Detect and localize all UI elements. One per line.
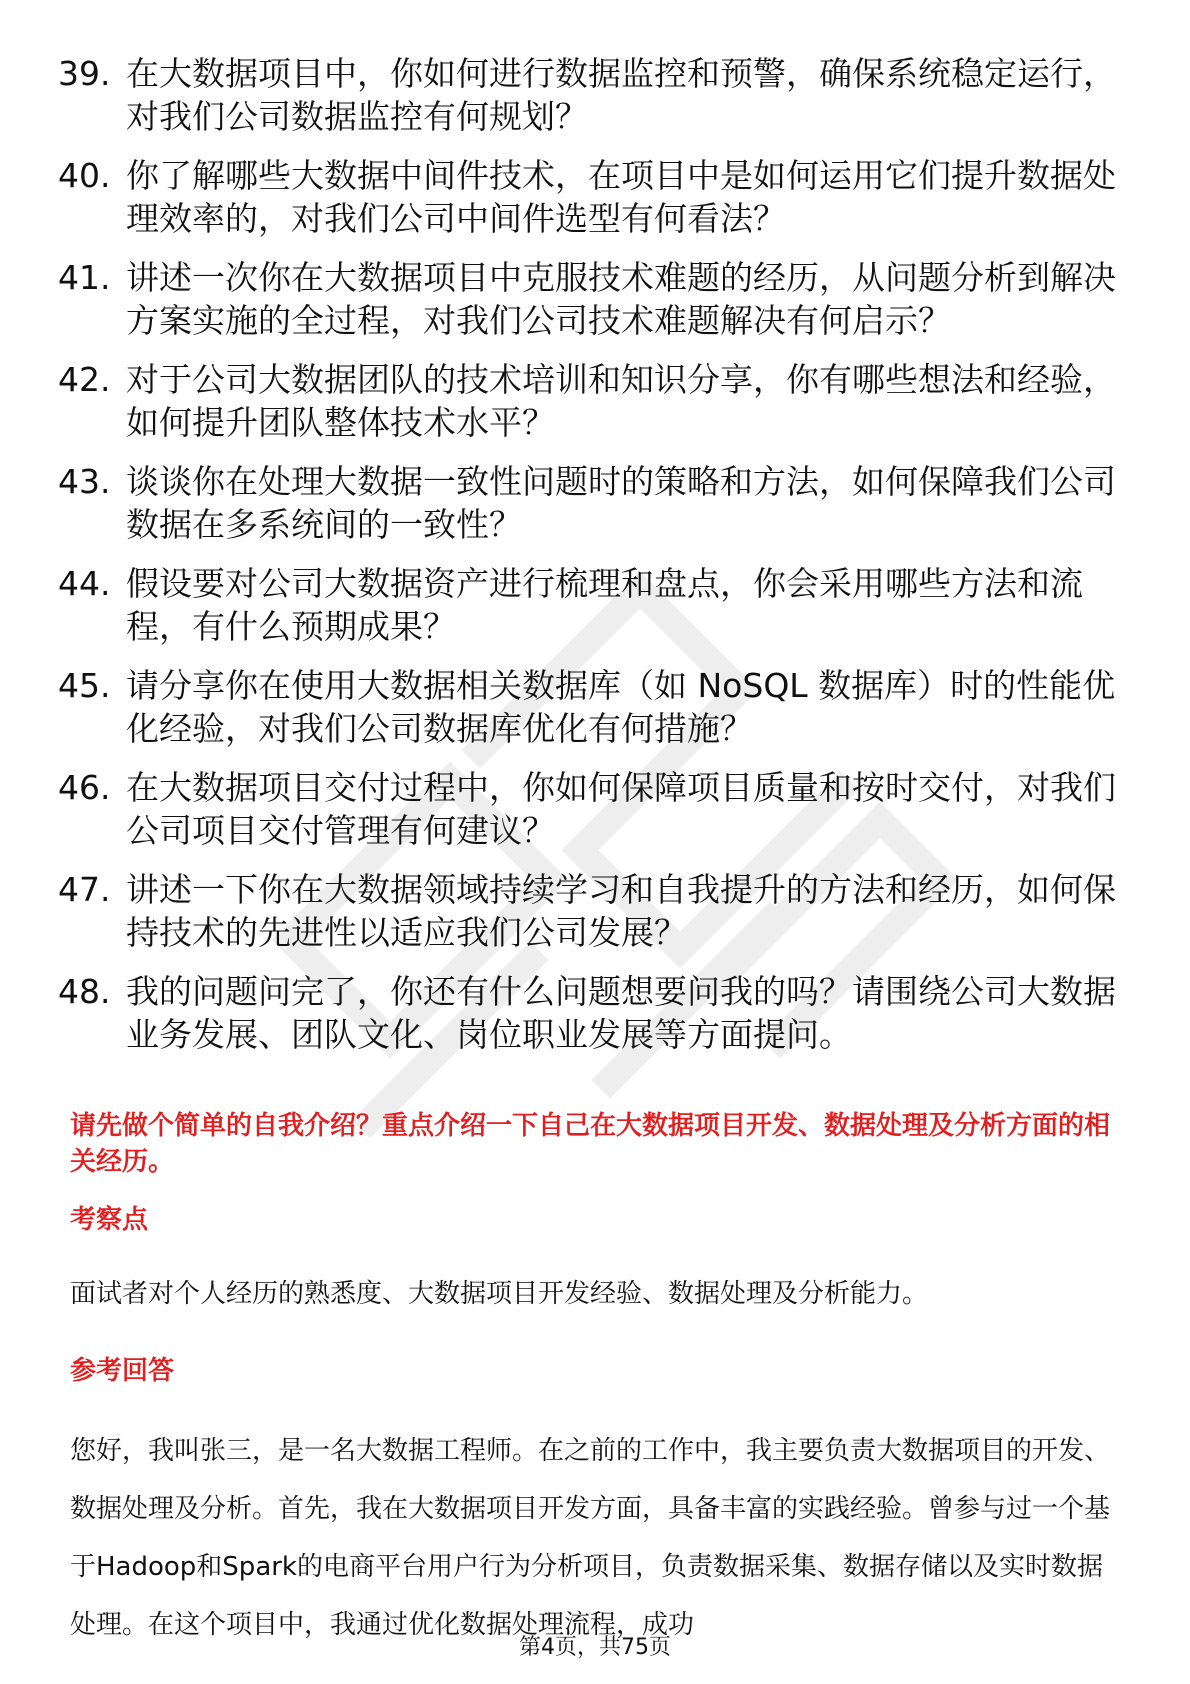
question-text: 请分享你在使用大数据相关数据库（如 NoSQL 数据库）时的性能优化经验，对我们公司数据库优化有何措施？ [126,666,1116,748]
question-text: 对于公司大数据团队的技术培训和知识分享，你有哪些想法和经验，如何提升团队整体技术水平？ [126,360,1116,442]
question-number: 44. [58,564,111,603]
question-text: 讲述一下你在大数据领域持续学习和自我提升的方法和经历，如何保持技术的先进性以适应我们公司发展？ [126,870,1116,952]
focus-label: 考察点 [70,1205,149,1235]
question-text: 你了解哪些大数据中间件技术，在项目中是如何运用它们提升数据处理效率的，对我们公司中间件选型有何看法？ [126,156,1116,238]
question-text: 讲述一次你在大数据项目中克服技术难题的经历，从问题分析到解决方案实施的全过程，对我们公司技术难题解决有何启示？ [126,258,1116,340]
question-item-41 [58,256,1118,342]
question-number: 45. [58,666,111,705]
answer-label: 参考回答 [70,1356,175,1386]
question-number: 39. [58,54,111,93]
question-text: 假设要对公司大数据资产进行梳理和盘点，你会采用哪些方法和流程，有什么预期成果？ [126,564,1083,646]
question-item-40 [58,154,1118,240]
question-number: 48. [58,972,111,1011]
question-text: 谈谈你在处理大数据一致性问题时的策略和方法，如何保障我们公司数据在多系统间的一致性？ [126,462,1116,544]
answer-text: 您好，我叫张三，是一名大数据工程师。在之前的工作中，我主要负责大数据项目的开发、数据处理及分析。首先，我在大数据项目开发方面，具备丰富的实践经验。曾参与过一个基于Hadoop和Spark的电商平台用户行为分析项目，负责数据采集、数据存储以及实时数据处理。在这个项目中，我通过优化数据处理流程，成功 [70,1436,1111,1640]
question-item-39 [58,52,1118,138]
question-text: 在大数据项目交付过程中，你如何保障项目质量和按时交付，对我们公司项目交付管理有何建议？ [126,768,1116,850]
page-footer: 第4页，共75页 [519,1635,671,1660]
question-text: 我的问题问完了，你还有什么问题想要问我的吗？请围绕公司大数据业务发展、团队文化、岗位职业发展等方面提问。 [126,972,1116,1054]
question-number: 42. [58,360,111,399]
question-item-44 [58,562,1118,648]
question-item-42 [58,358,1118,444]
question-number: 40. [58,156,111,195]
question-number: 47. [58,870,111,909]
question-list [58,52,1118,1072]
focus-text: 面试者对个人经历的熟悉度、大数据项目开发经验、数据处理及分析能力。 [70,1279,929,1309]
question-number: 46. [58,768,111,807]
question-number: 43. [58,462,111,501]
question-number: 41. [58,258,111,297]
question-item-47 [58,868,1118,954]
question-item-45 [58,664,1118,750]
main-question-heading: 请先做个简单的自我介绍？重点介绍一下自己在大数据项目开发、数据处理及分析方面的相关经历。 [70,1111,1111,1177]
question-item-48 [58,970,1118,1056]
question-item-43 [58,460,1118,546]
question-item-46 [58,766,1118,852]
question-text: 在大数据项目中，你如何进行数据监控和预警，确保系统稳定运行，对我们公司数据监控有何规划？ [126,54,1116,136]
